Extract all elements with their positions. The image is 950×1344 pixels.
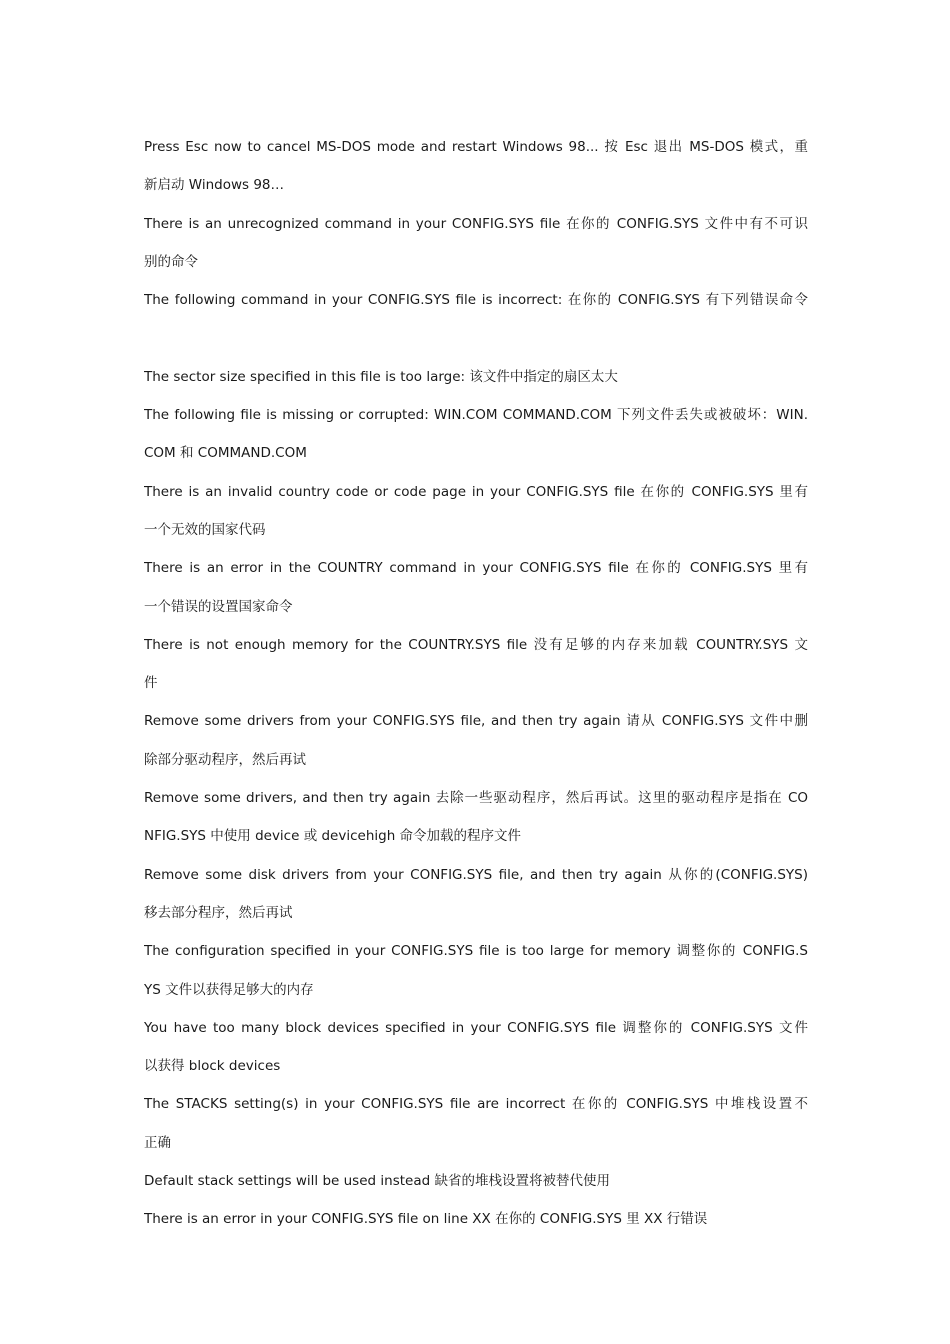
text-line: The following file is missing or corrupted: WIN.COM COMMAND.COM 下列文件丢失或被破坏：WIN. bbox=[144, 407, 808, 424]
text-line: 别的命令 bbox=[144, 253, 198, 270]
text-line: COM 和 COMMAND.COM bbox=[144, 445, 307, 462]
text-line: The STACKS setting(s) in your CONFIG.SYS file are incorrect 在你的 CONFIG.SYS 中堆栈设置不 bbox=[144, 1096, 808, 1113]
text-line: There is an invalid country code or code page in your CONFIG.SYS file 在你的 CONFIG.SYS 里有 bbox=[144, 483, 808, 500]
text-line: Remove some drivers from your CONFIG.SYS file, and then try again 请从 CONFIG.SYS 文件中删 bbox=[144, 713, 808, 730]
text-line: 除部分驱动程序，然后再试 bbox=[144, 751, 306, 768]
text-line: Press Esc now to cancel MS-DOS mode and restart Windows 98... 按 Esc 退出 MS-DOS 模式，重 bbox=[144, 139, 808, 155]
text-line: 件 bbox=[144, 675, 158, 692]
text-line: There is not enough memory for the COUNTRY.SYS file 没有足够的内存来加载 COUNTRY.SYS 文 bbox=[144, 636, 808, 653]
text-line: 新启动 Windows 98… bbox=[144, 177, 285, 194]
text-line: 正确 bbox=[144, 1134, 171, 1151]
text-line: Remove some drivers, and then try again 去除一些驱动程序，然后再试。这里的驱动程序是指在 CO bbox=[144, 790, 808, 807]
text-line: There is an error in your CONFIG.SYS file on line XX 在你的 CONFIG.SYS 里 XX 行错误 bbox=[144, 1211, 708, 1228]
blank-line bbox=[144, 323, 808, 361]
text-line: There is an unrecognized command in your CONFIG.SYS file 在你的 CONFIG.SYS 文件中有不可识 bbox=[144, 215, 808, 232]
text-line: NFIG.SYS 中使用 device 或 devicehigh 命令加载的程序文件 bbox=[144, 828, 522, 845]
text-line: 移去部分程序，然后再试 bbox=[144, 904, 293, 921]
text-line: The sector size specified in this file is too large: 该文件中指定的扇区太大 bbox=[144, 368, 618, 385]
text-line: 一个无效的国家代码 bbox=[144, 521, 266, 538]
text-line: You have too many block devices specified in your CONFIG.SYS file 调整你的 CONFIG.SYS 文件 bbox=[144, 1019, 808, 1036]
text-line: The configuration specified in your CONFIG.SYS file is too large for memory 调整你的 CONFIG.S bbox=[144, 943, 808, 960]
text-line: YS 文件以获得足够大的内存 bbox=[144, 981, 314, 998]
text-line: The following command in your CONFIG.SYS file is incorrect: 在你的 CONFIG.SYS 有下列错误命令 bbox=[144, 292, 808, 309]
text-line: Default stack settings will be used instead 缺省的堆栈设置将被替代使用 bbox=[144, 1173, 610, 1190]
text-line: There is an error in the COUNTRY command in your CONFIG.SYS file 在你的 CONFIG.SYS 里有 bbox=[144, 560, 808, 577]
text-line: 一个错误的设置国家命令 bbox=[144, 598, 293, 615]
text-line: Remove some disk drivers from your CONFIG.SYS file, and then try again 从你的(CONFIG.SYS) bbox=[144, 866, 808, 883]
document-page bbox=[144, 132, 808, 1243]
text-line: 以获得 block devices bbox=[144, 1058, 281, 1075]
